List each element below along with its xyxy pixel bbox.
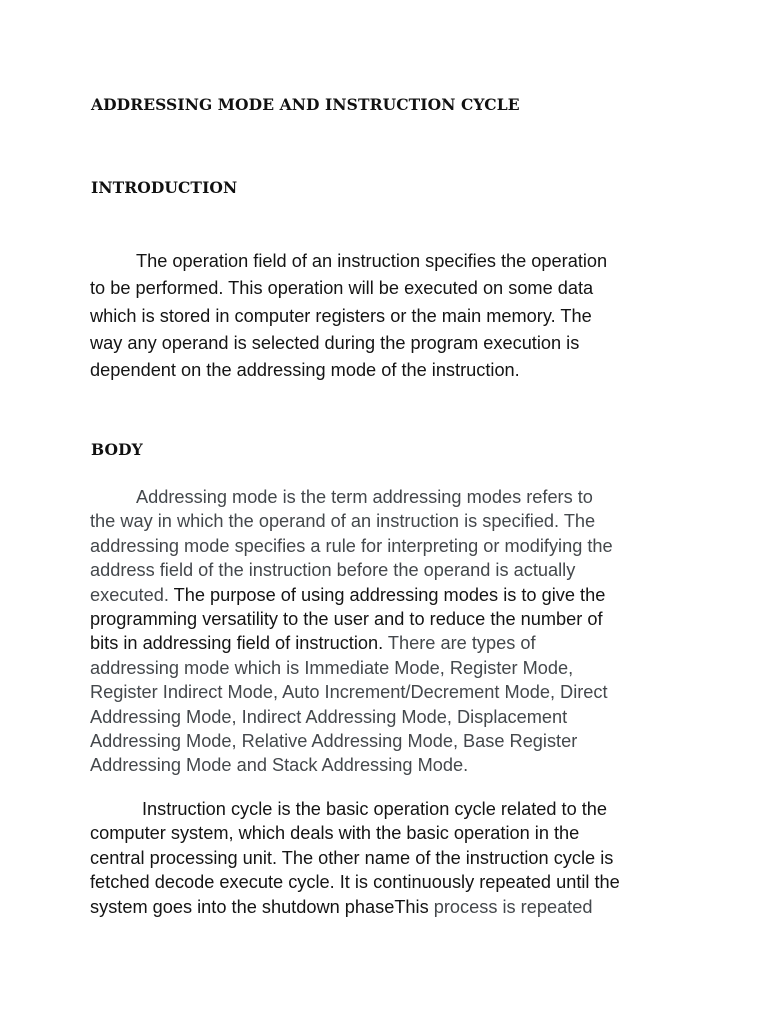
paragraph-line: central processing unit. The other name of the instruction cycle is: [90, 847, 614, 868]
text-run: bits in addressing field of instruction.: [90, 633, 384, 654]
body-paragraph-instruction-cycle: [90, 797, 690, 919]
text-run: executed.: [90, 584, 169, 605]
paragraph-line: Register Indirect Mode, Auto Increment/Decrement Mode, Direct: [90, 682, 608, 703]
paragraph-line: programming versatility to the user and to reduce the number of: [90, 609, 603, 630]
paragraph-line: computer system, which deals with the basic operation in the: [90, 823, 580, 844]
paragraph-line: Instruction cycle is the basic operation cycle related to the: [142, 799, 608, 819]
paragraph-line: the way in which the operand of an instruction is specified. The: [90, 511, 596, 532]
paragraph-line: way any operand is selected during the program execution is: [90, 332, 580, 353]
section-heading-body: BODY: [91, 440, 143, 459]
paragraph-line: Addressing Mode and Stack Addressing Mode.: [90, 755, 469, 776]
paragraph-line: The operation field of an instruction specifies the operation: [136, 251, 608, 271]
text-run: process is repeated: [428, 896, 593, 917]
text-run: There are types of: [383, 633, 536, 654]
paragraph-line: addressing mode specifies a rule for interpreting or modifying the: [90, 535, 613, 556]
paragraph-line: [90, 895, 690, 919]
paragraph-line: Addressing Mode, Relative Addressing Mode, Base Register: [90, 731, 578, 752]
paragraph-line: addressing mode which is Immediate Mode, Register Mode,: [90, 657, 574, 678]
paragraph-line: which is stored in computer registers or the main memory. The: [90, 305, 592, 326]
paragraph-line: to be performed. This operation will be executed on some data: [90, 278, 594, 299]
text-run: The purpose of using addressing modes is to give the: [168, 584, 606, 605]
paragraph-line: Addressing mode is the term addressing modes refers to: [136, 487, 593, 507]
section-heading-introduction: INTRODUCTION: [91, 178, 238, 197]
text-run: system goes into the shutdown phaseThis: [90, 896, 429, 917]
body-paragraph-addressing-modes: [90, 485, 690, 778]
introduction-paragraph: [90, 248, 690, 384]
paragraph-line: dependent on the addressing mode of the instruction.: [90, 360, 520, 381]
document-title: ADDRESSING MODE AND INSTRUCTION CYCLE: [91, 95, 520, 114]
paragraph-line: [90, 583, 690, 607]
paragraph-line: Addressing Mode, Indirect Addressing Mode, Displacement: [90, 706, 568, 727]
paragraph-line: [90, 631, 690, 655]
paragraph-line: fetched decode execute cycle. It is continuously repeated until the: [90, 872, 620, 893]
paragraph-line: address field of the instruction before the operand is actually: [90, 560, 576, 581]
